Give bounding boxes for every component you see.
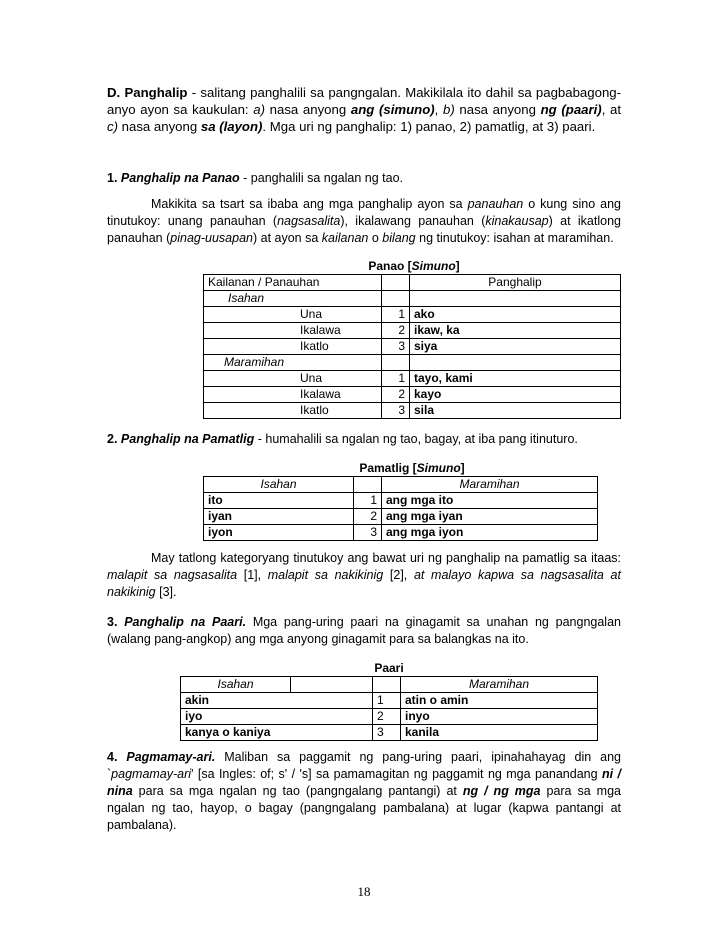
table-cell [354,477,382,493]
text-run: ), ikalawang panauhan ( [340,214,486,228]
row-number: 2 [382,323,410,339]
section-4-paragraph [107,749,621,834]
table-row [204,339,621,355]
row-value: siya [410,339,621,355]
table-row [204,323,621,339]
text-run: Mga pang-uring paari na ginagamit sa unahan ng pangngalan (walang pang-angkop) ang mga anyong ginagamit para sa balangkas na ito. [107,615,621,646]
row-number: 1 [373,693,401,709]
table-row [181,725,598,741]
row-isahan: iyon [204,525,354,541]
table-row [181,693,598,709]
row-maramihan: ang mga iyon [382,525,598,541]
table-cell [373,677,401,693]
row-value: sila [410,403,621,419]
row-label: Ikalawa [204,387,382,403]
text-run: Makikita sa tsart sa ibaba ang mga panghalip ayon sa [151,197,468,211]
text-run: kinakausap [485,214,549,228]
row-label: Ikatlo [204,339,382,355]
section-1-body [107,196,621,247]
text-run: - humahalili sa ngalan ng tao, bagay, at iba pang itinuturo. [254,432,578,446]
text-run: ) at ayon sa [252,231,322,245]
caption-text: Simuno [411,259,456,273]
section-d-paragraph [107,84,621,135]
row-maramihan: ang mga iyan [382,509,598,525]
table-cell [382,355,410,371]
header-maramihan: Maramihan [382,477,598,493]
row-label: Una [204,371,382,387]
text-run: ' [sa Ingles: of; s' / 's] sa pamamagitan ng paggamit ng mga panandang [191,767,602,781]
text-run: ng (paari) [540,102,602,117]
row-number: 2 [382,387,410,403]
row-number: 3 [382,403,410,419]
pamatlig-table [203,476,598,541]
caption-text: ] [455,259,460,273]
section-d-title: D. Panghalip [107,85,188,100]
row-isahan: iyan [204,509,354,525]
text-run: Maliban sa paggamit ng pang-uring paari, ipinahahayag din ang ` [107,750,621,781]
section-1-heading [107,170,621,187]
group-label-maramihan: Maramihan [204,355,382,371]
row-isahan: ito [204,493,354,509]
table-cell [410,291,621,307]
row-isahan: akin [181,693,373,709]
row-number: 1 [382,371,410,387]
row-value: ako [410,307,621,323]
text-run: malapit sa nagsasalita [107,568,238,582]
text-run: nasa anyong [118,119,201,134]
text-run: nagsasalita [277,214,341,228]
text-run: b) [443,102,455,117]
text-run: nasa anyong [264,102,351,117]
row-value: tayo, kami [410,371,621,387]
text-run: pagmamay-ari [111,767,192,781]
section-2-body [107,550,621,601]
panao-caption [205,259,623,273]
text-run: malapit sa nakikinig [267,568,384,582]
text-run: o [368,231,383,245]
table-cell [410,355,621,371]
text-run: [3]. [155,585,177,599]
text-run: bilang [382,231,416,245]
text-run: para sa mga ngalan ng tao, hayop, o bagay (pangngalang pambalana) at lugar (kapwa pantangi at pambalana). [107,784,621,832]
row-label: Ikalawa [204,323,382,339]
row-maramihan: inyo [401,709,598,725]
row-value: ikaw, ka [410,323,621,339]
section-title: Pagmamay-ari. [126,750,216,764]
section-title: Panghalip na Paari. [124,615,247,629]
row-maramihan: kanila [401,725,598,741]
table-cell [382,291,410,307]
group-label-isahan: Isahan [204,291,382,307]
header-maramihan: Maramihan [401,677,598,693]
caption-text: Pamatlig [ [359,461,417,475]
section-number: 4. [107,750,127,764]
text-run: - salitang panghalili sa pangngalan. Makikilala ito dahil sa pagbabagong-anyo ayon sa kaukulan: [107,85,621,117]
group-row-isahan [204,291,621,307]
paari-table [180,676,598,741]
table-row [204,509,598,525]
header-panghalip: Panghalip [410,275,621,291]
text-run: sa (layon) [200,119,263,134]
header-isahan: Isahan [181,677,291,693]
table-header-row [181,677,598,693]
page-number: 18 [357,884,371,899]
table-cell [291,677,373,693]
row-isahan: kanya o kaniya [181,725,373,741]
section-number: 2. [107,432,121,446]
row-number: 2 [373,709,401,725]
section-2-heading [107,431,621,448]
text-run: para sa mga ngalan ng tao (pangngalang pantangi) at [132,784,463,798]
section-title: Panghalip na Panao [120,171,240,185]
table-cell [382,275,410,291]
text-run: kailanan [321,231,369,245]
text-run: c) [107,119,118,134]
row-number: 1 [382,307,410,323]
table-row [181,709,598,725]
row-maramihan: atin o amin [401,693,598,709]
table-row [204,525,598,541]
table-header-row [204,275,621,291]
text-run: , [434,102,443,117]
section-title: Panghalip na Pamatlig [120,432,255,446]
text-run: pinag-uusapan [170,231,253,245]
row-number: 3 [373,725,401,741]
text-run: ang (simuno) [350,102,435,117]
caption-text: Simuno [416,461,461,475]
text-run: nasa anyong [454,102,541,117]
section-number: 1. [107,171,121,185]
header-isahan: Isahan [204,477,354,493]
text-run: ng tinutukoy: isahan at maramihan. [415,231,614,245]
text-run: , at [601,102,622,117]
text-run: May tatlong kategoryang tinutukoy ang bawat uri ng panghalip na pamatlig sa itaas: [151,551,621,565]
row-number: 3 [382,339,410,355]
table-header-row [204,477,598,493]
row-isahan: iyo [181,709,373,725]
text-run: panauhan [467,197,524,211]
panao-table [203,274,621,419]
row-number: 1 [354,493,382,509]
text-run: [2], [383,568,414,582]
text-run: at malayo kapwa sa nagsasalita at nakikinig [107,568,621,599]
caption-text: Panao [ [368,259,412,273]
text-run: . Mga uri ng panghalip: 1) panao, 2) pamatlig, at 3) paari. [262,119,596,134]
table-row [204,307,621,323]
table-row [204,493,598,509]
row-label: Una [204,307,382,323]
text-run: ng / ng mga [462,784,541,798]
caption-text: ] [460,461,465,475]
table-row [204,387,621,403]
row-number: 3 [354,525,382,541]
text-run: - panghalili sa ngalan ng tao. [239,171,403,185]
text-run: ni / nina [107,767,622,798]
row-value: kayo [410,387,621,403]
row-number: 2 [354,509,382,525]
text-run: a) [253,102,265,117]
text-run: o kung sino ang tinutukoy: unang panauhan ( [107,197,621,228]
text-run: [1], [237,568,268,582]
row-maramihan: ang mga ito [382,493,598,509]
section-3-paragraph [107,614,621,648]
row-label: Ikatlo [204,403,382,419]
pamatlig-caption [203,461,621,475]
section-number: 3. [107,615,125,629]
table-row [204,403,621,419]
header-kailanan-panauhan: Kailanan / Panauhan [204,275,382,291]
paari-caption: Paari [374,661,404,675]
group-row-maramihan [204,355,621,371]
text-run: ) at ikatlong panauhan ( [107,214,621,245]
table-row [204,371,621,387]
